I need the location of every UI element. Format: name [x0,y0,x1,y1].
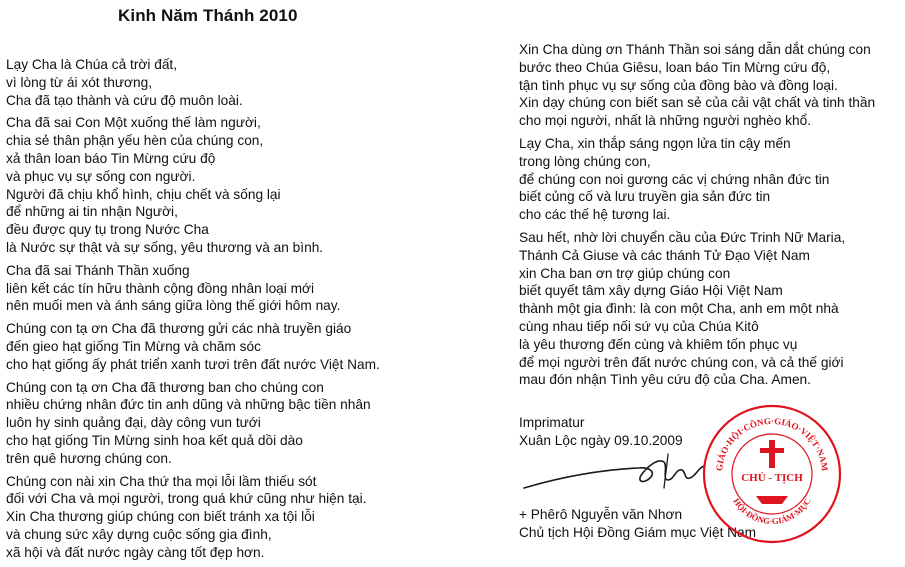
prayer-line: Xin dạy chúng con biết san sẻ của cải vật chất và tinh thần [519,95,876,111]
seal-top-text: GIÁO·HỘI·CÔNG·GIÁO·VIỆT·NAM [714,415,831,472]
signer-name: + Phêrô Nguyễn văn Nhơn [519,507,683,522]
stanza [519,229,899,389]
prayer-line: trong lòng chúng con, [519,153,651,169]
prayer-line: nên muối men và ánh sáng giữa lòng thế giới hôm nay. [6,298,341,314]
prayer-line: trên quê hương chúng con. [6,450,172,466]
prayer-line: đến gieo hạt giống Tin Mừng và chăm sóc [6,338,261,354]
prayer-line: Cha đã tạo thành và cứu độ muôn loài. [6,92,243,108]
imprimatur-label: Imprimatur [519,415,585,430]
prayer-line: biết quyết tâm xây dựng Giáo Hội Việt Nam [519,283,783,299]
prayer-line: biết củng cố và lưu truyền gia sản đức tin [519,189,771,205]
prayer-line: bước theo Chúa Giêsu, loan báo Tin Mừng cứu độ, [519,59,831,75]
handwritten-signature [518,448,718,508]
prayer-line: xả thân loan báo Tin Mừng cứu độ [6,150,216,166]
prayer-line: Sau hết, nhờ lời chuyển cầu của Đức Trinh Nữ Maria, [519,229,846,245]
stanza [6,473,436,562]
prayer-line: để những ai tin nhận Người, [6,204,178,220]
stanza [519,41,899,130]
prayer-line: Thánh Cả Giuse và các thánh Tử Đạo Việt Nam [519,247,810,263]
prayer-line: nhiều chứng nhân đức tin anh dũng và những bậc tiền nhân [6,397,371,413]
prayer-line: Cha đã sai Thánh Thần xuống [6,262,190,278]
prayer-title: Kinh Năm Thánh 2010 [118,6,298,25]
prayer-line: và chung sức xây dựng cuộc sống gia đình, [6,526,272,542]
prayer-line: tận tình phục vụ sự sống của đồng bào và đồng loại. [519,77,838,93]
seal-bottom-text: HỘI·ĐỒNG·GIÁM·MỤC [731,496,813,527]
prayer-line: mau đón nhận Tình yêu cứu độ của Cha. Amen. [519,372,811,388]
seal-center-text: CHỦ - TỊCH [741,472,803,484]
prayer-line: liên kết các tín hữu thành cộng đồng nhân loại mới [6,280,315,296]
prayer-line: Xin Cha dùng ơn Thánh Thần soi sáng dẫn dắt chúng con [519,42,871,57]
prayer-line: là yêu thương đến cùng và khiêm tốn phục vụ [519,336,798,352]
prayer-line: Lạy Cha là Chúa cả trời đất, [6,57,178,72]
prayer-line: Người đã chịu khổ hình, chịu chết và sống lại [6,186,281,202]
prayer-line: Chúng con nài xin Cha thứ tha mọi lỗi lầm thiếu sót [6,473,317,489]
prayer-line: cho các thế hệ tương lai. [519,207,671,223]
prayer-line: cho hạt giống Tin Mừng sinh hoa kết quả dồi dào [6,432,303,448]
prayer-line: là Nước sự thật và sự sống, yêu thương và an bình. [6,239,324,255]
right-column [519,41,899,394]
imprimatur-block [519,414,683,450]
prayer-line: cùng nhau tiếp nối sứ vụ của Chúa Kitô [519,318,759,334]
stanza [6,379,436,468]
prayer-line: cho mọi người, nhất là những người nghèo khổ. [519,113,811,129]
cross-icon [760,440,784,468]
prayer-line: đối với Cha và mọi người, trong quá khứ cũng như hiện tại. [6,491,367,507]
prayer-line: vì lòng từ ái xót thương, [6,74,152,90]
stanza [6,114,436,256]
prayer-line: luôn hy sinh quảng đại, dày công vun tưới [6,415,261,431]
prayer-line: Chúng con tạ ơn Cha đã thương gửi các nhà truyền giáo [6,321,352,337]
boat-icon [756,496,788,504]
imprimatur-place-date: Xuân Lộc ngày 09.10.2009 [519,433,683,448]
left-column [6,56,436,567]
official-seal [698,400,846,548]
stanza [519,135,899,224]
prayer-line: đều được quy tụ trong Nước Cha [6,222,209,238]
prayer-line: Cha đã sai Con Một xuống thế làm người, [6,115,261,131]
prayer-line: xã hội và đất nước ngày càng tốt đẹp hơn. [6,544,265,560]
prayer-line: và phục vụ sự sống con người. [6,168,196,184]
signer-role: Chủ tịch Hội Đồng Giám mục Việt Nam [519,525,757,540]
stanza [6,56,436,109]
prayer-line: để chúng con noi gương các vị chứng nhân đức tin [519,171,830,187]
stanza [6,320,436,373]
stanza [6,262,436,315]
prayer-line: thành một gia đình: là con một Cha, anh em một nhà [519,301,839,317]
prayer-line: xin Cha ban ơn trợ giúp chúng con [519,265,731,281]
prayer-line: chia sẻ thân phận yếu hèn của chúng con, [6,133,264,149]
prayer-line: cho hạt giống ấy phát triển xanh tươi trên đất nước Việt Nam. [6,356,380,372]
prayer-line: để mọi người trên đất nước chúng con, và cả thế giới [519,354,844,370]
prayer-line: Lạy Cha, xin thắp sáng ngọn lửa tin cậy mến [519,135,791,151]
prayer-line: Xin Cha thương giúp chúng con biết tránh xa tội lỗi [6,509,315,525]
prayer-line: Chúng con tạ ơn Cha đã thương ban cho chúng con [6,379,324,395]
